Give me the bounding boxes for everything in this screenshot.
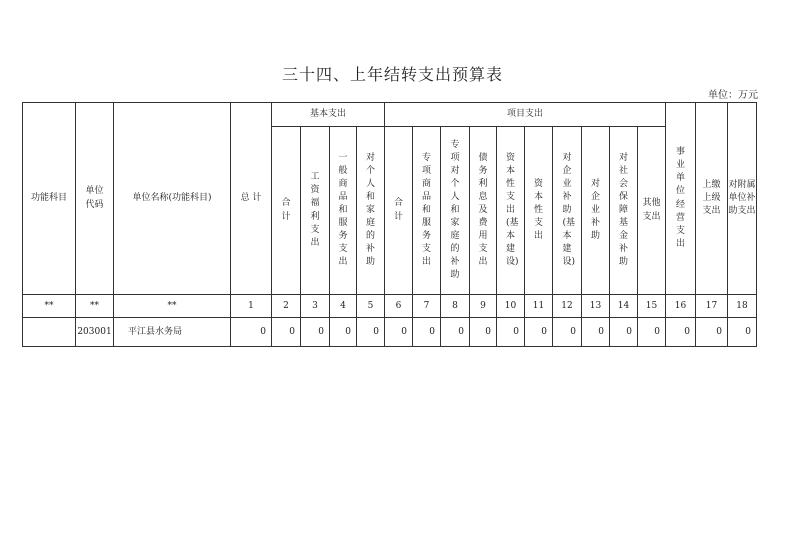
header-project-social-security: 对社会保障基金补助 <box>610 127 638 295</box>
index-cell: ** <box>114 295 231 318</box>
header-subsidiary: 对附属单位补助支出 <box>728 103 757 295</box>
header-total: 总 计 <box>231 103 272 295</box>
table-row <box>23 318 757 347</box>
header-project-enterprise-subsidy: 对企业补助 <box>582 127 610 295</box>
index-cell: 18 <box>728 295 757 318</box>
row-value-cell: 0 <box>553 318 582 347</box>
row-func-subject <box>23 318 76 347</box>
header-basic-household-subsidy: 对个人和家庭的补助 <box>357 127 385 295</box>
header-project-other: 其他支出 <box>638 127 666 295</box>
header-basic-goods-services: 一般商品和服务支出 <box>330 127 357 295</box>
index-cell: ** <box>23 295 76 318</box>
header-basic-total: 合计 <box>272 127 301 295</box>
header-project-capital: 资本性支出 <box>525 127 553 295</box>
index-cell: 17 <box>696 295 728 318</box>
header-project-household-subsidy: 专项对个人和家庭的补助 <box>441 127 470 295</box>
row-value-cell: 0 <box>497 318 525 347</box>
header-project-enterprise-construction: 对企业补助(基本建设) <box>553 127 582 295</box>
index-cell: 1 <box>231 295 272 318</box>
header-project-goods-services: 专项商品和服务支出 <box>413 127 441 295</box>
header-basic-wages: 工资福利支出 <box>301 127 330 295</box>
index-cell: 6 <box>385 295 413 318</box>
index-cell: ** <box>76 295 114 318</box>
index-cell: 7 <box>413 295 441 318</box>
page-title: 三十四、上年结转支出预算表 <box>281 65 503 84</box>
index-cell: 16 <box>666 295 696 318</box>
row-value-cell: 0 <box>330 318 357 347</box>
unit-label: 单位：万元 <box>708 90 758 101</box>
row-value-cell: 0 <box>470 318 497 347</box>
header-unit-code: 单位代码 <box>76 103 114 295</box>
row-unit-code: 203001 <box>76 318 114 347</box>
header-unit-name: 单位名称(功能科目) <box>114 103 231 295</box>
index-cell: 3 <box>301 295 330 318</box>
row-value-cell: 0 <box>610 318 638 347</box>
row-value-cell: 0 <box>357 318 385 347</box>
header-project-debt-interest: 债务利息及费用支出 <box>470 127 497 295</box>
index-cell: 5 <box>357 295 385 318</box>
index-cell: 11 <box>525 295 553 318</box>
row-value-cell: 0 <box>582 318 610 347</box>
index-cell: 2 <box>272 295 301 318</box>
index-row <box>23 295 757 318</box>
budget-table <box>22 102 757 347</box>
header-project-group: 项目支出 <box>385 103 666 127</box>
header-business-ops: 事业单位经营支出 <box>666 103 696 295</box>
row-unit-name: 平江县水务局 <box>114 318 231 347</box>
row-value-cell: 0 <box>272 318 301 347</box>
index-cell: 9 <box>470 295 497 318</box>
row-value-cell: 0 <box>728 318 757 347</box>
index-cell: 15 <box>638 295 666 318</box>
row-value-cell: 0 <box>301 318 330 347</box>
row-value-cell: 0 <box>385 318 413 347</box>
row-value-cell: 0 <box>666 318 696 347</box>
index-cell: 13 <box>582 295 610 318</box>
row-value-cell: 0 <box>231 318 272 347</box>
index-cell: 12 <box>553 295 582 318</box>
row-value-cell: 0 <box>413 318 441 347</box>
header-project-capital-construction: 资本性支出(基本建设) <box>497 127 525 295</box>
header-basic-group: 基本支出 <box>272 103 385 127</box>
index-cell: 14 <box>610 295 638 318</box>
index-cell: 8 <box>441 295 470 318</box>
header-project-total: 合计 <box>385 127 413 295</box>
index-cell: 4 <box>330 295 357 318</box>
row-value-cell: 0 <box>638 318 666 347</box>
row-value-cell: 0 <box>696 318 728 347</box>
index-cell: 10 <box>497 295 525 318</box>
row-value-cell: 0 <box>441 318 470 347</box>
header-upper-pay: 上缴上级支出 <box>696 103 728 295</box>
row-value-cell: 0 <box>525 318 553 347</box>
header-func-subject: 功能科目 <box>23 103 76 295</box>
